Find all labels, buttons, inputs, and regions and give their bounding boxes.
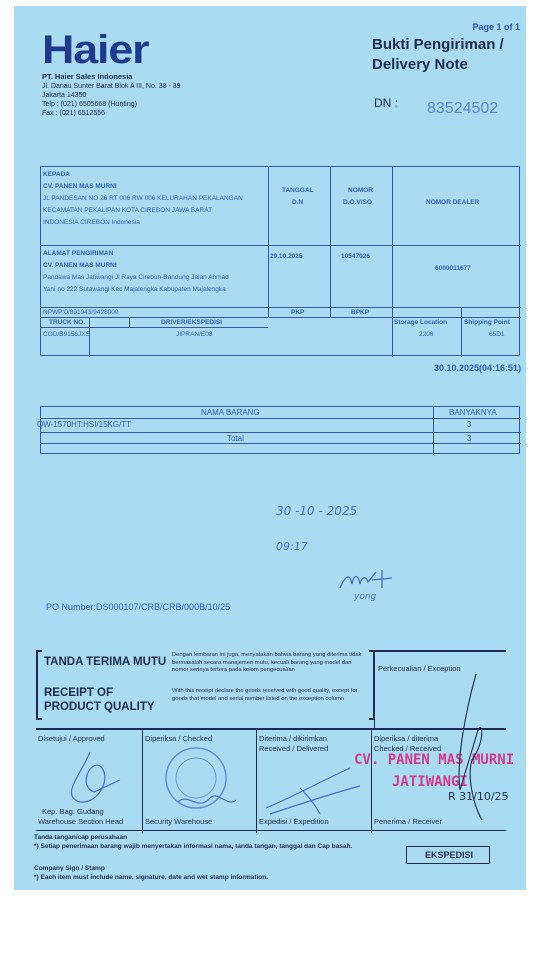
receiver-note: R 31/10/25 [448, 790, 509, 803]
signature-area [36, 728, 515, 831]
company-address-1: Jl. Danau Sunter Barat Blok A III, No. 38 - 39 [42, 83, 181, 90]
nomor-label: NOMOR [348, 187, 373, 194]
head-label: Kep. Bag. Gudang [42, 807, 104, 816]
handwritten-time: 09:17 [276, 540, 308, 553]
checked-received-label-2: Checked / Received [374, 744, 442, 753]
checked-received-label: Diperiksa / diterima [374, 734, 439, 743]
kepada-label: KEPADA [43, 171, 70, 178]
dealer-number: 6000011677 [435, 265, 471, 272]
driver-label: DRIVER/EKSPEDISI [161, 319, 223, 326]
footer-line-4: *) Each item must include name, signature, date and wet stamp information. [34, 874, 269, 881]
receipt-en-text: With this receipt declare the goods received with good quality, except for goods that model and serial number listed on the exception column [172, 688, 358, 702]
handwritten-date: 30 -10 - 2025 [276, 504, 358, 518]
dovso-label: D.O.V/SO [343, 199, 372, 206]
item-name: QW-1570HT:HSI/15KG/TT [37, 420, 132, 429]
received-label: Diterima / dikirimkan [259, 734, 327, 743]
company-name: PT. Haier Sales Indonesia [42, 72, 133, 81]
exception-label: Perkecualian / Exception [378, 664, 461, 673]
footer-line-2: *) Setiap penerimaan barang wajib menyertakan informasi nama, tanda tangan, tanggal dan Cap basah. [34, 843, 353, 850]
truck-no-value: COD/B9156JXS [43, 331, 90, 338]
customer-name: CV. PANEN MAS MURNI [43, 183, 117, 190]
tanda-terima-mutu: TANDA TERIMA MUTU [44, 656, 167, 668]
so-number: 10547026 [341, 253, 370, 260]
footer-line-1: Tanda tangan/cap perusahaan [34, 834, 128, 841]
ship-address-1: Pandawa Mas Jatiwangi Jl Raya Cirebon-Bandung Jalan Ahmad [43, 274, 229, 281]
dn-col-label: D.N [292, 199, 304, 206]
driver-value: JIPRAN/E08 [176, 331, 213, 338]
storage-location-label: Storage Location [394, 319, 448, 326]
po-number: PO Number:DS000107/CRB/CRB/000B/10/25 [46, 602, 231, 612]
ship-address-2: Yani no 222 Sutawangi Kec Majalengka Kabupaten Majalengka [43, 286, 226, 293]
dn-number: 83524502 [427, 100, 499, 117]
receiver-signature [436, 670, 496, 830]
handwritten-name: yong [354, 592, 377, 602]
item-qty: 3 [467, 420, 472, 429]
dn-label: DN : [374, 96, 398, 110]
nomor-dealer-label: NOMOR DEALER [426, 199, 480, 206]
haier-logo: Haier [42, 28, 149, 72]
customer-address-1: JL PANDESAN NO 26 RT 006 RW 006 KELURAHAN PEKALANGAN [43, 195, 243, 202]
receipt-quality-title: RECEIPT OF PRODUCT QUALITY [44, 687, 155, 713]
ship-customer: CV. PANEN MAS MURNI [43, 262, 117, 269]
pkp-label: PKP [291, 309, 305, 316]
dn-date: 29.10.2025 [270, 253, 303, 260]
footer-line-3: Company Sign / Stamp [34, 865, 105, 872]
page-number: Page 1 of 1 [472, 22, 520, 32]
customer-address-2: KECAMATAN PEKALIPAN KOTA CIREBON JAWA BARAT [43, 207, 213, 214]
delivered-label: Received / Delivered [259, 744, 329, 753]
approved-label: Disetujui / Approved [38, 734, 105, 743]
total-label: Total [227, 434, 244, 443]
header-table [40, 166, 520, 356]
customer-address-3: INDONESIA CIREBON Indonesia [43, 219, 140, 226]
company-telp: Telp : (021) 6505668 (Hunting) [42, 101, 137, 108]
receipt-id-text: Dengan lembaran ini juga, menyatakan bahwa barang yang diterima tidak bermasalah secara manajemen mutu, kecuali barang yang model dan nomor serinya tertera pada kolom pengecualian [172, 652, 362, 673]
company-address-2: Jakarta 14350 [42, 92, 87, 99]
company-stamp-line-1: CV. PANEN MAS MURNI [354, 752, 515, 768]
company-stamp-line-2: JATIWANGI [392, 774, 468, 790]
items-table [37, 406, 520, 454]
head-label-2: Warehouse Section Head [38, 817, 124, 826]
doc-title-2: Delivery Note [372, 56, 468, 73]
company-fax: Fax : (021) 6512556 [42, 110, 106, 117]
col-nama-barang: NAMA BARANG [201, 408, 260, 417]
checked-label: Diperiksa / Checked [145, 734, 213, 743]
storage-location-value: 2206 [419, 331, 434, 338]
security-label: Security Warehouse [145, 817, 213, 826]
receipt-section [36, 646, 376, 724]
ekspedisi-label: EKSPEDISI [424, 850, 473, 860]
bpkp-label: BPKP [351, 309, 370, 316]
shipping-point-label: Shipping Point [464, 319, 510, 326]
col-banyaknya: BANYAKNYA [449, 408, 497, 417]
receiver-label: Penerima / Receiver [374, 817, 442, 826]
ekspedisi-box [406, 846, 490, 864]
print-timestamp: 30.10.2025(04:16:51) [434, 363, 522, 373]
npwp: NPWP:0/891943/9428000 [43, 309, 119, 316]
truck-no-label: TRUCK NO. [49, 319, 86, 326]
total-value: 3 [467, 434, 472, 443]
delivery-note-paper [14, 6, 526, 890]
approved-signature [50, 746, 140, 806]
alamat-label: ALAMAT PENGIRIMAN [43, 250, 114, 257]
warehouse-stamp [148, 742, 248, 817]
expedition-label: Expedisi / Expedition [259, 817, 329, 826]
tanggal-label: TANGGAL [282, 187, 314, 194]
doc-title-1: Bukti Pengiriman / [372, 36, 504, 53]
shipping-point-value: 65D1 [489, 331, 505, 338]
